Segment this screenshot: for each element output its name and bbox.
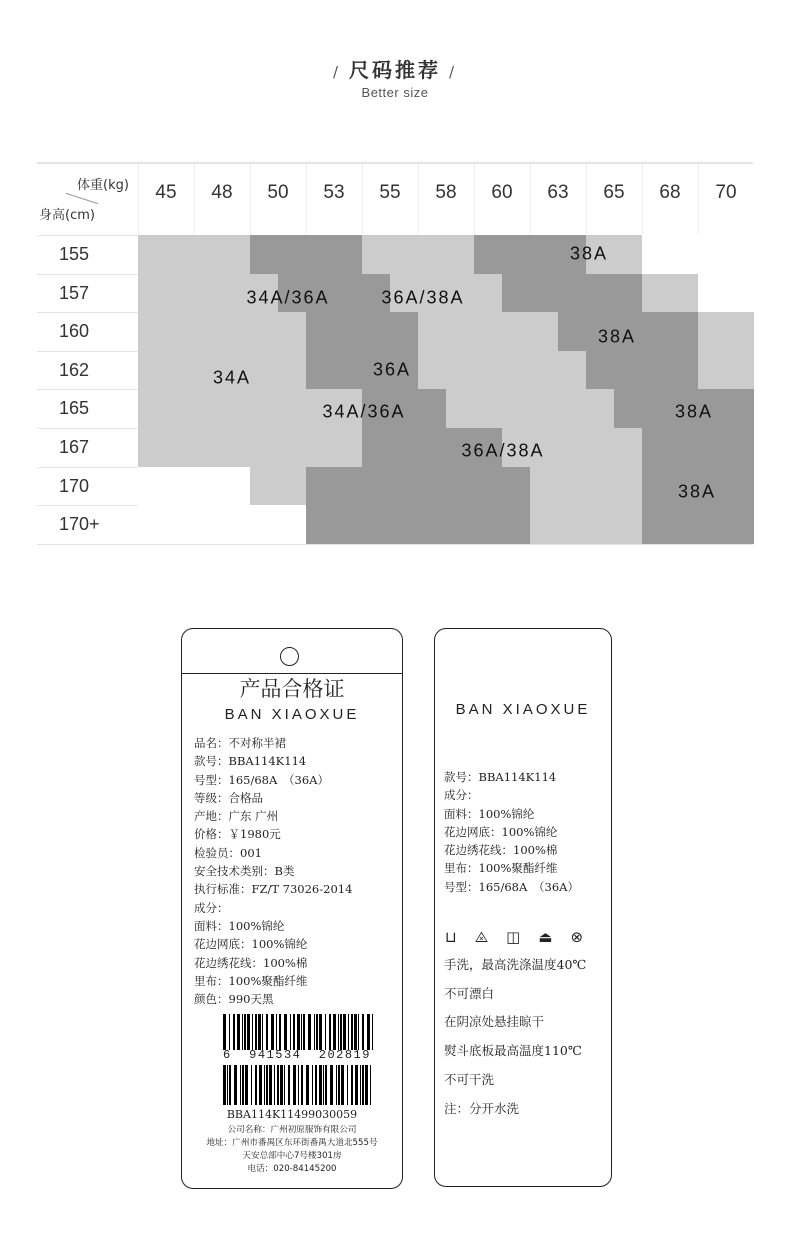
size-cell xyxy=(250,467,306,506)
barcode-bar xyxy=(372,1014,373,1050)
tag-line: 等级：合格品 xyxy=(194,790,263,805)
barcode-bar xyxy=(367,1014,370,1050)
size-cell xyxy=(474,467,530,506)
size-cell xyxy=(698,312,754,351)
tag-line: 成分： xyxy=(444,788,479,803)
tag-line: 熨斗底板最高温度110℃ xyxy=(444,1043,582,1059)
size-cell xyxy=(474,351,530,390)
region-label: 38A xyxy=(569,243,609,264)
column-divider xyxy=(474,162,475,234)
size-cell xyxy=(418,505,474,544)
barcode-bar xyxy=(362,1065,364,1105)
size-cell xyxy=(138,274,194,313)
size-cell xyxy=(474,389,530,428)
size-cell xyxy=(418,467,474,506)
barcode-bar xyxy=(255,1014,257,1050)
size-cell xyxy=(698,274,754,313)
tag-line: 注：分开水洗 xyxy=(444,1100,520,1116)
height-label: 162 xyxy=(59,359,90,380)
size-cell xyxy=(362,235,418,274)
size-cell xyxy=(362,505,418,544)
size-cell xyxy=(474,312,530,351)
barcode-bar xyxy=(252,1014,253,1050)
barcode-bar xyxy=(330,1065,333,1105)
care-icons xyxy=(445,928,583,946)
size-cell xyxy=(194,235,250,274)
barcode-bar xyxy=(271,1014,274,1050)
barcode-bar xyxy=(274,1065,275,1105)
hang-hole-icon xyxy=(280,647,299,666)
size-cell xyxy=(586,428,642,467)
barcode-bar xyxy=(301,1014,302,1050)
size-cell xyxy=(698,505,754,544)
size-cell xyxy=(474,274,530,313)
tag-line: 面料：100%锦纶 xyxy=(194,918,285,933)
barcode-bar xyxy=(341,1065,344,1105)
barcode-bar xyxy=(343,1014,346,1050)
barcode-bar xyxy=(336,1065,337,1105)
barcode-bar xyxy=(223,1065,226,1105)
size-cell xyxy=(642,351,698,390)
weight-header: 53 xyxy=(323,182,345,203)
tag-line: 花边绣花线：100%棉 xyxy=(444,843,558,858)
size-cell xyxy=(530,467,586,506)
barcode-ean xyxy=(223,1014,376,1050)
size-cell xyxy=(306,351,362,390)
barcode-bar xyxy=(338,1014,339,1050)
barcode-bar xyxy=(242,1065,244,1105)
region-label: 36A/38A xyxy=(381,287,465,308)
height-label: 155 xyxy=(59,244,90,264)
barcode-bar xyxy=(237,1014,240,1050)
column-divider xyxy=(586,162,587,234)
barcode-bar xyxy=(348,1014,349,1050)
tag-details xyxy=(194,734,352,1008)
barcode-bar xyxy=(234,1065,237,1105)
size-cell xyxy=(138,389,194,428)
size-cell xyxy=(138,467,194,506)
tag-line: 不可干洗 xyxy=(444,1071,495,1087)
size-recommendation-table xyxy=(37,162,753,544)
barcode-bar xyxy=(325,1065,327,1105)
size-cell xyxy=(250,235,306,274)
tag-line: 价格：￥1980元 xyxy=(194,827,281,842)
barcode-bar xyxy=(255,1065,257,1105)
weight-header: 60 xyxy=(491,182,513,203)
tag-line: 号型：165/68A （36A） xyxy=(194,772,329,787)
size-cell xyxy=(362,467,418,506)
column-divider xyxy=(642,162,643,234)
weight-header: 58 xyxy=(435,182,457,203)
tag-line: 里布：100%聚酯纤维 xyxy=(444,861,558,876)
tag-line: 执行标准：FZ/T 73026-2014 xyxy=(194,882,353,897)
tag-line: 款号：BBA114K114 xyxy=(444,770,557,784)
region-label: 36A/38A xyxy=(461,440,545,461)
barcode-bar xyxy=(355,1065,358,1105)
size-cell xyxy=(194,274,250,313)
barcode-bar xyxy=(298,1065,299,1105)
barcode-bar xyxy=(229,1065,231,1105)
tag-line: 品名：不对称半裙 xyxy=(194,736,286,750)
barcode-bar xyxy=(347,1065,348,1105)
tag-line: 不可漂白 xyxy=(444,985,495,1001)
company-info xyxy=(182,1124,402,1176)
height-label: 157 xyxy=(59,282,90,303)
size-cell xyxy=(194,389,250,428)
barcode-bar xyxy=(312,1065,313,1105)
barcode-bar xyxy=(323,1065,324,1105)
column-divider xyxy=(138,162,139,234)
size-cell xyxy=(418,389,474,428)
barcode-sku-text: BBA114K11499030059 xyxy=(226,1108,358,1121)
tag-line: 款号：BBA114K114 xyxy=(194,754,307,769)
size-cell xyxy=(306,467,362,506)
barcode-bar xyxy=(227,1065,228,1105)
height-axis-label: 身高(cm) xyxy=(39,208,95,223)
height-label: 160 xyxy=(59,321,90,342)
size-cell xyxy=(306,505,362,544)
no-dry-clean-icon: ⊗ xyxy=(570,928,584,946)
barcode-bar xyxy=(325,1014,326,1050)
weight-header: 70 xyxy=(715,182,737,203)
size-cell xyxy=(138,235,194,274)
brand-logo: BAN XIAOXUE xyxy=(455,701,591,718)
no-bleach-icon: ⨻ xyxy=(474,928,489,946)
barcode-bar xyxy=(223,1014,226,1050)
height-label: 167 xyxy=(59,437,90,457)
tag-line: 花边网底：100%锦纶 xyxy=(194,937,308,952)
size-cell xyxy=(306,235,362,274)
brand-logo: BAN XIAOXUE xyxy=(224,706,360,723)
size-cell xyxy=(586,351,642,390)
company-address: 地址：广州市番禺区东环街番禺大道北555号 xyxy=(206,1138,378,1148)
barcode-bar xyxy=(247,1014,250,1050)
barcode-bar xyxy=(319,1065,322,1105)
size-cell xyxy=(362,428,418,467)
company-phone: 电话：020-84145200 xyxy=(247,1164,337,1174)
care-label-tag xyxy=(434,628,612,1187)
barcode-bar xyxy=(284,1065,285,1105)
barcode-bar xyxy=(354,1014,357,1050)
tag-line: 花边绣花线：100%棉 xyxy=(194,955,308,970)
tag-title: 产品合格证 xyxy=(239,677,345,701)
height-label: 170+ xyxy=(59,514,100,535)
barcode-bar xyxy=(329,1014,331,1050)
tag-line: 号型：165/68A （36A） xyxy=(444,879,579,894)
section-title: / 尺码推荐 / xyxy=(332,58,458,82)
tag-line: 手洗，最高洗涤温度40℃ xyxy=(444,957,587,972)
barcode-bar xyxy=(251,1065,252,1105)
barcode-bar xyxy=(319,1014,322,1050)
weight-header: 48 xyxy=(211,182,233,203)
tag-details xyxy=(444,768,579,896)
company-address-2: 天安总部中心7号楼301房 xyxy=(242,1151,342,1161)
tag-line: 在阴凉处悬挂晾干 xyxy=(444,1014,545,1030)
company-name: 公司名称：广州初原服饰有限公司 xyxy=(227,1125,357,1135)
barcode-digits: 6 941534 202819 xyxy=(223,1048,371,1062)
weight-header: 50 xyxy=(267,182,289,203)
size-cell xyxy=(418,351,474,390)
barcode-bar xyxy=(266,1014,268,1050)
weight-header: 45 xyxy=(155,182,177,203)
region-label: 38A xyxy=(674,401,714,422)
size-cell xyxy=(530,351,586,390)
barcode-bar xyxy=(297,1014,300,1050)
size-cell xyxy=(698,235,754,274)
section-subtitle: Better size xyxy=(361,85,429,100)
size-cell xyxy=(194,505,250,544)
barcode-bar xyxy=(362,1014,364,1050)
region-label: 38A xyxy=(677,481,717,502)
size-cell xyxy=(642,428,698,467)
barcode-bar xyxy=(301,1065,303,1105)
region-label: 38A xyxy=(597,326,637,347)
size-cell xyxy=(642,235,698,274)
column-divider xyxy=(418,162,419,234)
tag-line: 产地：广东 广州 xyxy=(194,809,279,824)
tag-line: 成分： xyxy=(194,900,229,915)
barcode-bar xyxy=(370,1065,371,1105)
size-cell xyxy=(138,428,194,467)
size-cell xyxy=(250,389,306,428)
hand-wash-icon: ⊔ xyxy=(445,928,457,946)
barcode-sku xyxy=(223,1065,376,1105)
weight-axis-label: 体重(kg) xyxy=(77,178,129,193)
barcode-bar xyxy=(293,1065,296,1105)
barcode-bar xyxy=(360,1065,361,1105)
barcode-bar xyxy=(340,1014,342,1050)
barcode-bar xyxy=(338,1065,340,1105)
tag-line: 里布：100%聚酯纤维 xyxy=(194,973,308,988)
size-cell xyxy=(530,312,586,351)
barcode-bar xyxy=(245,1065,248,1105)
size-cell xyxy=(306,312,362,351)
size-cell xyxy=(586,389,642,428)
barcode-bar xyxy=(284,1014,287,1050)
tag-line: 颜色：990天黑 xyxy=(194,992,274,1007)
barcode-bar xyxy=(288,1065,290,1105)
barcode-bar xyxy=(269,1065,272,1105)
divider xyxy=(37,162,753,164)
tag-line: 安全技术类别：B类 xyxy=(194,864,295,879)
size-cell xyxy=(194,428,250,467)
barcode-bar xyxy=(351,1065,353,1105)
care-instructions xyxy=(444,951,586,1123)
region-label: 34A/36A xyxy=(322,401,406,422)
barcode-bar xyxy=(258,1014,261,1050)
size-cell xyxy=(418,235,474,274)
barcode-bar xyxy=(264,1065,265,1105)
region-label: 34A/36A xyxy=(246,287,330,308)
weight-header: 68 xyxy=(659,182,681,203)
barcode-bar xyxy=(229,1014,230,1050)
barcode-bar xyxy=(308,1014,311,1050)
size-cell xyxy=(586,505,642,544)
barcode-bar xyxy=(280,1065,283,1105)
size-cell xyxy=(250,312,306,351)
column-divider xyxy=(250,162,251,234)
column-divider xyxy=(530,162,531,234)
size-cell xyxy=(474,505,530,544)
weight-header: 55 xyxy=(379,182,401,203)
region-label: 36A xyxy=(372,359,412,380)
tag-line: 花边网底：100%锦纶 xyxy=(444,824,558,839)
barcode-bar xyxy=(358,1014,359,1050)
size-cell xyxy=(530,389,586,428)
size-cell xyxy=(194,312,250,351)
size-cell xyxy=(250,351,306,390)
size-cell xyxy=(698,351,754,390)
barcode-bar xyxy=(314,1014,315,1050)
barcode-bar xyxy=(303,1014,305,1050)
barcode-bar xyxy=(240,1065,241,1105)
barcode-bar xyxy=(279,1014,281,1050)
size-cell xyxy=(474,235,530,274)
line-dry-shade-icon: ◫ xyxy=(506,928,521,946)
tag-line: 检验员：001 xyxy=(194,845,262,860)
barcode-bar xyxy=(293,1014,295,1050)
barcode-bar xyxy=(315,1065,317,1105)
region-label: 34A xyxy=(212,367,252,388)
size-cell xyxy=(250,505,306,544)
barcode-bar xyxy=(306,1065,309,1105)
barcode-bar xyxy=(259,1065,262,1105)
size-cell xyxy=(642,274,698,313)
size-cell xyxy=(586,467,642,506)
barcode-bar xyxy=(290,1014,291,1050)
column-divider xyxy=(698,162,699,234)
product-certificate-tag xyxy=(181,628,403,1189)
size-cell xyxy=(642,312,698,351)
barcode-bar xyxy=(233,1014,235,1050)
size-cell xyxy=(642,505,698,544)
barcode-bar xyxy=(244,1014,246,1050)
size-cell xyxy=(530,505,586,544)
barcode-bar xyxy=(276,1014,277,1050)
barcode-bar xyxy=(262,1014,263,1050)
barcode-bar xyxy=(316,1014,318,1050)
corner-diagonal xyxy=(66,193,99,204)
title-text: 尺码推荐 xyxy=(349,58,441,82)
size-cell xyxy=(306,428,362,467)
barcode-bar xyxy=(333,1014,336,1050)
height-label: 170 xyxy=(59,475,90,496)
size-cell xyxy=(138,351,194,390)
size-cell xyxy=(586,274,642,313)
size-cell xyxy=(530,274,586,313)
weight-header: 63 xyxy=(547,182,569,203)
size-cell xyxy=(362,312,418,351)
barcode-bar xyxy=(277,1065,279,1105)
barcode-bar xyxy=(242,1014,243,1050)
size-cell xyxy=(138,312,194,351)
size-cell xyxy=(250,428,306,467)
size-cell xyxy=(138,505,194,544)
size-cell xyxy=(698,428,754,467)
barcode-bar xyxy=(351,1014,353,1050)
tag-line: 面料：100%锦纶 xyxy=(444,806,535,821)
iron-icon: ⏏ xyxy=(538,928,553,946)
barcode-bar xyxy=(266,1065,268,1105)
column-divider xyxy=(194,162,195,234)
size-cell xyxy=(418,312,474,351)
weight-header: 65 xyxy=(603,182,625,203)
column-divider xyxy=(362,162,363,234)
column-divider xyxy=(306,162,307,234)
row-divider xyxy=(37,544,753,545)
height-label: 165 xyxy=(59,398,90,419)
size-cell xyxy=(194,467,250,506)
barcode-bar xyxy=(365,1065,368,1105)
